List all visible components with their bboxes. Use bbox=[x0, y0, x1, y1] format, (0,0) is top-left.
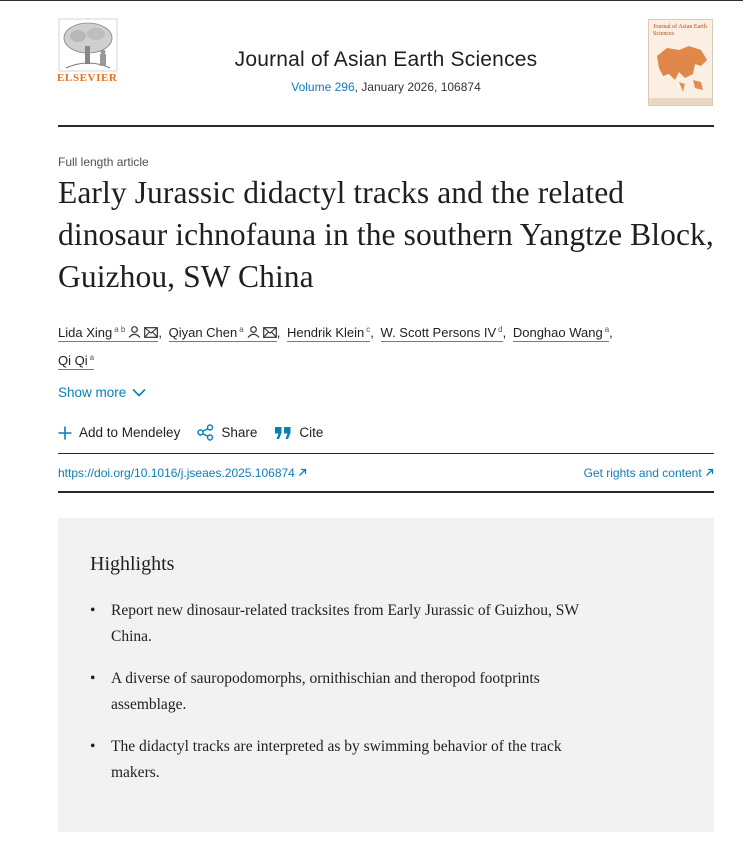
share-icon bbox=[197, 424, 214, 441]
issue-line bbox=[58, 80, 714, 94]
external-link-icon bbox=[298, 468, 307, 477]
article-title: Early Jurassic didactyl tracks and the related dinosaur ichnofauna in the southern Yangtze Block, Guizhou, SW China bbox=[58, 175, 714, 294]
plus-icon bbox=[58, 426, 72, 440]
author-separator: , bbox=[502, 325, 507, 340]
external-link-icon bbox=[705, 468, 714, 477]
header-divider bbox=[58, 125, 714, 127]
volume-link[interactable]: Volume 296 bbox=[291, 80, 355, 94]
share-button[interactable] bbox=[197, 424, 257, 441]
person-icon bbox=[247, 322, 260, 346]
author-w-scott-persons[interactable] bbox=[381, 325, 503, 342]
highlights-title: Highlights bbox=[90, 553, 175, 575]
issue-details: , January 2026, 106874 bbox=[354, 80, 481, 94]
author-affiliation: a b bbox=[114, 325, 126, 334]
journal-header bbox=[58, 18, 714, 110]
author-list bbox=[58, 318, 714, 373]
article-actions bbox=[58, 424, 323, 441]
journal-cover-thumbnail[interactable] bbox=[648, 19, 713, 106]
author-name: Lida Xing bbox=[58, 325, 113, 340]
asia-map-icon bbox=[649, 20, 713, 106]
envelope-icon bbox=[263, 322, 277, 346]
highlight-item: • Report new dinosaur-related tracksites from Early Jurassic of Guizhou, SW China. bbox=[90, 598, 610, 650]
highlight-item: • A diverse of sauropodomorphs, ornithischian and theropod footprints assemblage. bbox=[90, 666, 610, 718]
highlights-list bbox=[90, 598, 610, 802]
chevron-down-icon bbox=[132, 388, 146, 397]
highlight-item: • The didactyl tracks are interpreted as by swimming behavior of the track makers. bbox=[90, 734, 610, 786]
links-top-divider bbox=[58, 453, 714, 454]
cover-title: Journal of Asian Earth Sciences bbox=[653, 24, 707, 37]
author-separator: , bbox=[370, 325, 374, 340]
author-qiyan-chen[interactable] bbox=[169, 325, 277, 342]
author-donghao-wang[interactable] bbox=[513, 325, 609, 342]
envelope-icon bbox=[144, 322, 158, 346]
journal-title[interactable] bbox=[58, 48, 714, 72]
author-separator: , bbox=[609, 325, 613, 340]
show-more-button[interactable] bbox=[58, 385, 146, 400]
add-to-mendeley-button[interactable] bbox=[58, 424, 180, 441]
author-affiliation: d bbox=[498, 325, 503, 334]
author-name: W. Scott Persons IV bbox=[380, 325, 497, 340]
article-type: Full length article bbox=[58, 155, 149, 169]
cite-label: Cite bbox=[299, 425, 324, 440]
cite-button[interactable] bbox=[274, 424, 323, 441]
quote-icon bbox=[274, 426, 292, 440]
author-lida-xing[interactable] bbox=[58, 325, 158, 342]
elsevier-wordmark: ELSEVIER bbox=[57, 72, 118, 84]
author-affiliation: a bbox=[89, 353, 95, 362]
author-affiliation: c bbox=[366, 325, 371, 334]
doi-link[interactable] bbox=[58, 466, 307, 480]
rights-text: Get rights and content bbox=[583, 466, 702, 480]
author-name: Hendrik Klein bbox=[286, 325, 365, 340]
top-border bbox=[0, 0, 743, 1]
show-more-label: Show more bbox=[58, 385, 127, 400]
author-hendrik-klein[interactable] bbox=[287, 325, 370, 342]
journal-title-link[interactable]: Journal of Asian Earth Sciences bbox=[234, 48, 538, 71]
links-bottom-divider bbox=[58, 491, 714, 493]
author-name: Qiyan Chen bbox=[168, 325, 238, 340]
get-rights-link[interactable] bbox=[584, 466, 714, 480]
author-affiliation: a bbox=[239, 325, 244, 334]
person-icon bbox=[128, 322, 141, 346]
author-name: Donghao Wang bbox=[512, 325, 603, 340]
doi-text: https://doi.org/10.1016/j.jseaes.2025.106874 bbox=[58, 466, 295, 480]
highlights-panel bbox=[58, 518, 714, 832]
author-separator: , bbox=[276, 325, 281, 340]
author-qi-qi[interactable] bbox=[58, 353, 94, 370]
author-name: Qi Qi bbox=[58, 353, 88, 368]
add-to-mendeley-label: Add to Mendeley bbox=[79, 425, 181, 440]
share-label: Share bbox=[221, 425, 258, 440]
author-separator: , bbox=[158, 325, 162, 340]
author-affiliation: a bbox=[604, 325, 610, 334]
